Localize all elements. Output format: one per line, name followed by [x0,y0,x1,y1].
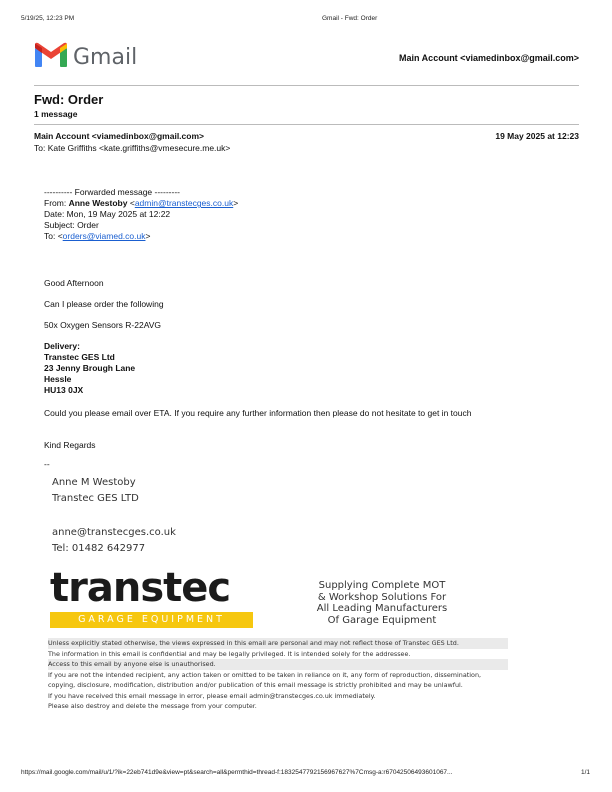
header-divider [34,85,579,86]
message-count: 1 message [34,109,78,119]
account-label: Main Account <viamedinbox@gmail.com> [399,53,579,63]
disclaimer-line: Access to this email by anyone else is unauthorised. [48,659,508,670]
print-footer-page: 1/1 [580,769,590,776]
signature-phone: Tel: 01482 642977 [52,543,146,554]
forward-from-name: Anne Westoby [68,198,128,208]
print-datetime: 5/19/25, 12:23 PM [21,15,75,22]
address-line: Hessle [44,374,72,384]
thread-divider [34,124,579,125]
delivery-block [44,341,135,396]
forward-date: Date: Mon, 19 May 2025 at 12:22 [44,209,171,219]
tagline: Supplying Complete MOT & Workshop Solutions For All Leading Manufacturers Of Garage Equipment [316,580,448,626]
forward-from-email-link[interactable]: admin@transtecges.co.uk [134,198,234,208]
forward-header [44,187,238,242]
disclaimer-line: Please also destroy and delete the message from your computer. [48,702,257,710]
gmail-logo-icon [34,42,68,68]
forward-separator: ---------- Forwarded message --------- [44,187,180,197]
message-date: 19 May 2025 at 12:23 [495,131,579,141]
gmail-logo-text: Gmail [73,45,138,70]
body-request: Can I please order the following [44,299,164,309]
signature-image [44,470,564,727]
transtec-logo-bar: GARAGE EQUIPMENT [50,612,253,628]
disclaimer-line: copying, disclosure, modification, distribution and/or publication of this email message is strictly prohibited and may be unlawful. [48,681,463,689]
transtec-logo [50,565,253,628]
disclaimer-line: Unless explicitly stated otherwise, the views expressed in this email are personal and may not reflect those of Transtec GES Ltd. [48,638,508,649]
message-to: To: Kate Griffiths <kate.griffiths@vmesecure.me.uk> [34,143,231,153]
forward-from: From: Anne Westoby <admin@transtecges.co.uk> [44,198,239,208]
disclaimer-line: The information in this email is confidential and may be legally privileged. It is intended solely for the addressee. [48,649,411,658]
forward-to-email-link[interactable]: orders@viamed.co.uk [62,231,146,241]
message-from: Main Account <viamedinbox@gmail.com> [34,131,204,141]
forward-subject: Subject: Order [44,220,99,230]
disclaimer [48,638,508,712]
address-line: HU13 0JX [44,385,84,395]
disclaimer-line: If you have received this email message in error, please email admin@transtecges.co.uk immediately. [48,691,376,700]
address-line: Transtec GES Ltd [44,352,115,362]
forward-to: To: <orders@viamed.co.uk> [44,231,151,241]
thread-subject: Fwd: Order [34,92,104,107]
print-page-title: Gmail - Fwd: Order [322,15,378,22]
print-footer-url: https://mail.google.com/mail/u/1/?ik=22eb741d9e&view=pt&search=all&permthid=thread-f:1832547792156967627%7Cmsg-a:r67042506493601067... [21,769,453,776]
transtec-logo-word: transtec [50,565,231,611]
signature-separator: -- [44,459,50,469]
signature-name: Anne M Westoby [52,477,136,488]
body-regards: Kind Regards [44,440,96,450]
body-item: 50x Oxygen Sensors R-22AVG [44,320,162,330]
address-line: 23 Jenny Brough Lane [44,363,136,373]
body-greeting: Good Afternoon [44,278,104,288]
signature-email: anne@transtecges.co.uk [52,527,176,538]
delivery-label: Delivery: [44,341,80,351]
disclaimer-line: If you are not the intended recipient, any action taken or omitted to be taken in reliance on it, any form of reproduction, dissemination, [48,670,482,679]
signature-company: Transtec GES LTD [52,493,139,504]
body-eta: Could you please email over ETA. If you require any further information then please do not hesitate to get in touch [44,408,472,418]
